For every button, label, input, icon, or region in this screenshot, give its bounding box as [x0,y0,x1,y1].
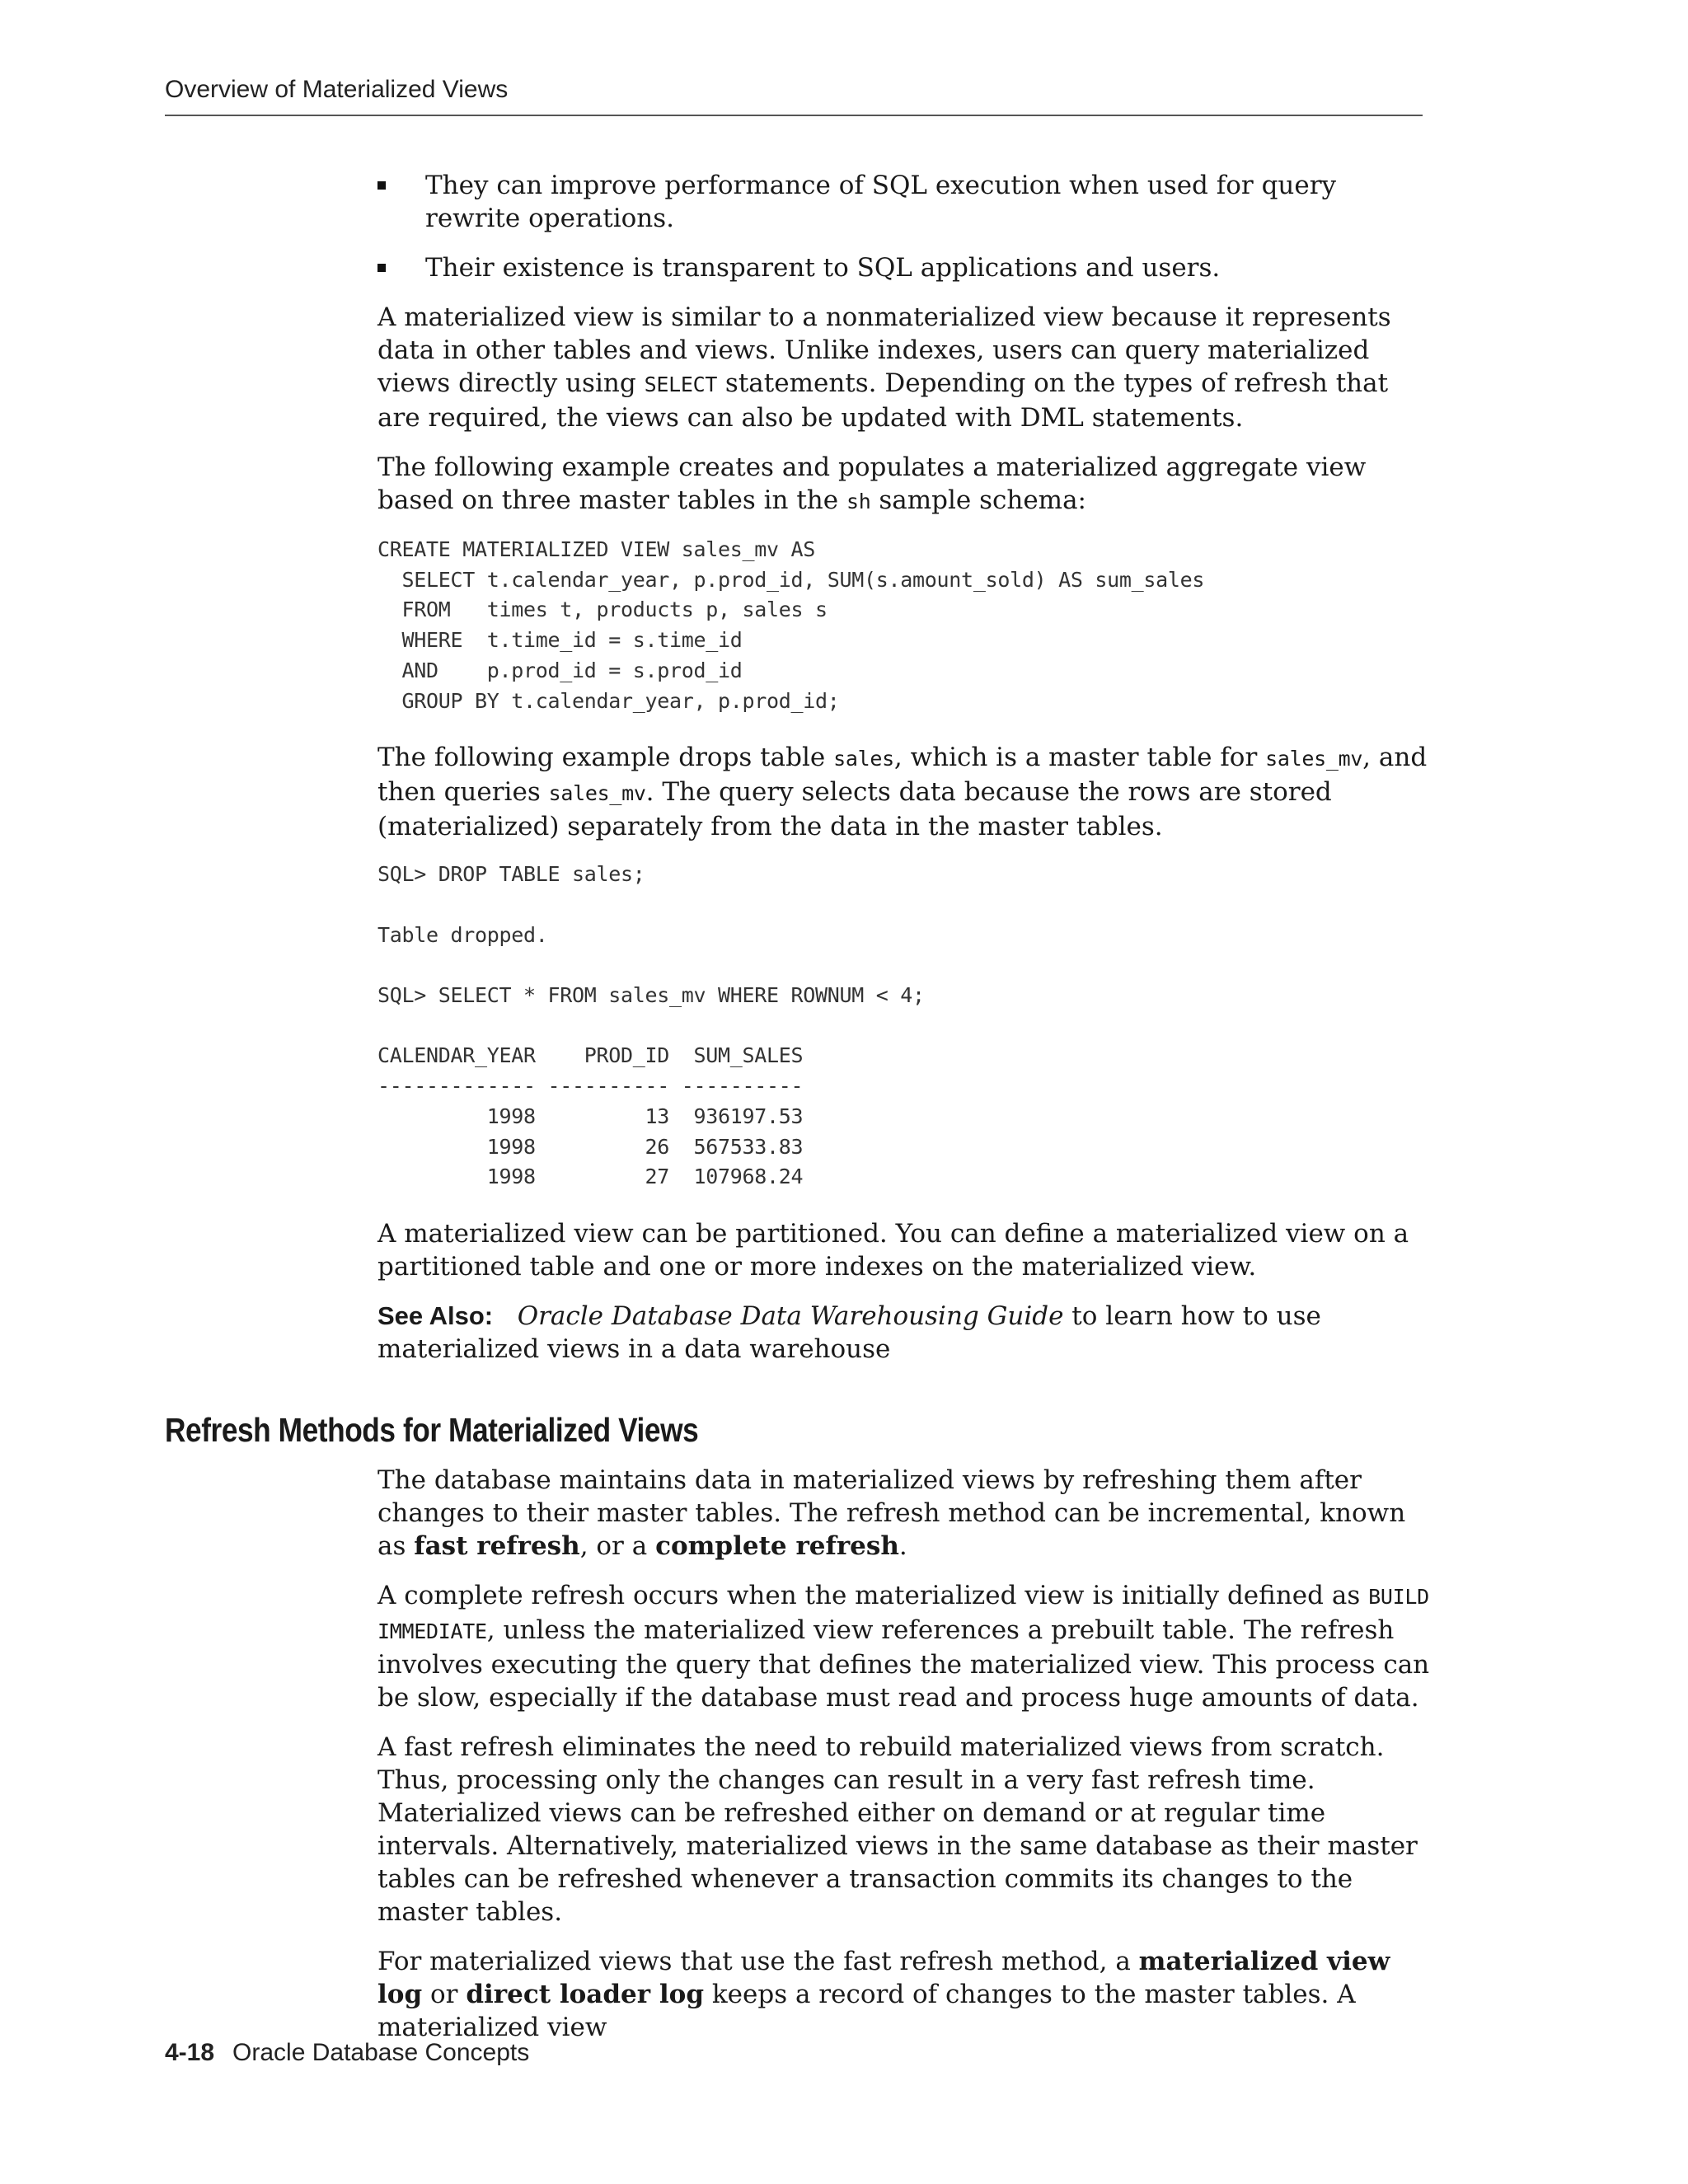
running-header: Overview of Materialized Views [165,76,509,103]
paragraph: For materialized views that use the fast refresh method, a materialized view log or direct loader log keeps a record of changes to the master tables. A materialized view [377,1947,1390,2042]
paragraph: A fast refresh eliminates the need to rebuild materialized views from scratch. Thus, processing only the changes can result in a very fast refresh time. Materialized views can be refreshed either on demand or at regular time intervals. Alternatively, materialized views in the same database as their master tables can be refreshed whenever a transaction commits its changes to the master tables. [377,1732,1418,1927]
page-number: 4-18 [165,2039,215,2066]
inline-code: sales [833,747,894,771]
page-footer [165,2039,529,2067]
paragraph: A materialized view can be partitioned. You can define a materialized view on a partitioned table and one or more indexes on the materialized view. [377,1218,1409,1282]
inline-code: sales_mv [1265,747,1363,771]
square-bullet-icon [377,264,386,272]
paragraph: A materialized view is similar to a nonmaterialized view because it represents data in other tables and views. Unlike indexes, users can query materialized views directly using SELECT statements. Depending on the types of refresh that are required, the views can also be updated with DML statements. [377,302,1391,433]
inline-code: SELECT [644,373,718,396]
paragraph: The following example drops table sales, which is a master table for sales_mv, and then queries sales_mv. The query selects data because the rows are stored (materialized) separately from the data in the master tables. [377,743,1428,842]
see-also-label: See Also: [377,1301,494,1330]
bullet-list [377,169,1432,284]
bullet-text: Their existence is transparent to SQL applications and users. [425,253,1221,283]
inline-code: BUILD IMMEDIATE [377,1585,1429,1643]
square-bullet-icon [377,181,386,190]
section-body [377,1464,1437,2060]
see-also-book-title: Oracle Database Data Warehousing Guide [517,1301,1064,1331]
paragraph: The following example creates and populates a materialized aggregate view based on three master tables in the sh sample schema: [377,452,1367,515]
code-block-query-output: SQL> DROP TABLE sales; Table dropped. SQL> SELECT * FROM sales_mv WHERE ROWNUM < 4; CALENDAR_YEAR PROD_ID SUM_SALES ------------- ---------- ---------- 1998 13 936197.53 1998 26 567533.83 1998 27 107968.24 [377,862,925,1189]
inline-code: sales_mv [548,781,646,806]
intro-body [377,169,1432,1382]
code-block-create-view: CREATE MATERIALIZED VIEW sales_mv AS SELECT t.calendar_year, p.prod_id, SUM(s.amount_sold) AS sum_sales FROM times t, products p, sales s WHERE t.time_id = s.time_id AND p.prod_id = s.prod_id GROUP BY t.calendar_year, p.prod_id; [377,537,1205,713]
book-title: Oracle Database Concepts [232,2039,530,2066]
list-item [377,169,1432,235]
bullet-text: They can improve performance of SQL execution when used for query rewrite operations. [425,171,1337,233]
header-rule [165,115,1423,116]
see-also-note: See Also: Oracle Database Data Warehousing Guide to learn how to use materialized views in a data warehouse [377,1301,1321,1364]
section-heading: Refresh Methods for Materialized Views [165,1411,699,1449]
list-item [377,251,1432,284]
inline-code: sh [846,490,871,513]
paragraph: The database maintains data in materialized views by refreshing them after changes to their master tables. The refresh method can be incremental, known as fast refresh, or a complete refresh. [377,1465,1406,1561]
paragraph: A complete refresh occurs when the materialized view is initially defined as BUILD IMMEDIATE, unless the materialized view references a prebuilt table. The refresh involves executing the query that defines the materialized view. This process can be slow, especially if the database must read and process huge amounts of data. [377,1581,1430,1713]
